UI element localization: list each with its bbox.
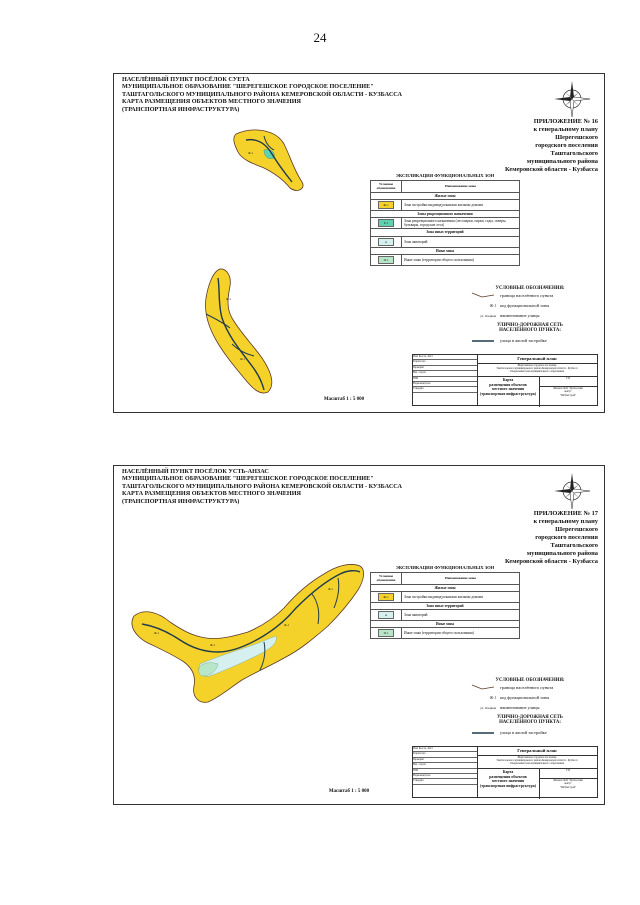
title-line: (ТРАНСПОРТНАЯ ИНФРАСТРУКТУРА) bbox=[122, 105, 240, 113]
stamp-row: Нормоконтроль bbox=[413, 382, 477, 387]
stamp-org-line: Филиал ООО "Кузбасский bbox=[553, 779, 583, 782]
symbol-row bbox=[470, 728, 590, 738]
stamp-row: ГИП bbox=[413, 769, 477, 774]
title-line: МУНИЦИПАЛЬНОЕ ОБРАЗОВАНИЕ "ШЕРЕГЕШСКОЕ ГОРОДСКОЕ ПОСЕЛЕНИЕ" bbox=[122, 475, 374, 483]
appendix-line: муниципального района bbox=[526, 550, 598, 557]
boundary-line-icon bbox=[470, 683, 496, 693]
appendix-line: Шерегешского bbox=[555, 134, 598, 141]
appendix-line: к генеральному плану bbox=[533, 518, 598, 525]
appendix-line: городского поселения bbox=[535, 534, 598, 541]
residential-zone bbox=[234, 130, 303, 191]
stamp-project-line: Таштагольского муниципального района Кемеровской области - Кузбасса bbox=[496, 367, 578, 371]
legend-swatch: И-1 bbox=[378, 256, 394, 264]
appendix-line: Кемеровской области - Кузбасса bbox=[504, 558, 598, 565]
legend-item: Зона акваторий bbox=[402, 610, 520, 621]
symbol-label: граница населённого пункта bbox=[500, 293, 554, 298]
residential-zone bbox=[132, 564, 364, 702]
symbol-row bbox=[470, 336, 590, 346]
svg-text:Ж-1: Ж-1 bbox=[240, 357, 246, 361]
stamp-map-line: местного значения bbox=[491, 387, 525, 392]
appendix-line: городского поселения bbox=[535, 142, 598, 149]
symbol-row bbox=[470, 683, 590, 693]
legend-item: Зона застройки индивидуальными жилыми домами bbox=[402, 199, 520, 210]
zone-code-key: Ж-1 bbox=[489, 304, 496, 308]
symbol-row bbox=[470, 311, 590, 321]
stamp-project bbox=[477, 755, 597, 769]
stamp-row: Изм. Кол.уч. Лист bbox=[413, 355, 477, 360]
stamp-row: Проверил bbox=[413, 758, 477, 763]
symbols-legend bbox=[470, 286, 590, 346]
zones-legend bbox=[370, 566, 520, 639]
legend-section: Жилые зоны bbox=[371, 584, 520, 591]
stamp-map-name bbox=[477, 376, 540, 407]
legend-item: Зона акваторий bbox=[402, 236, 520, 247]
map-sheet-ust-anzas bbox=[113, 465, 605, 805]
appendix-line: Таштагольского bbox=[550, 542, 598, 549]
legend-col-symbol: Условное обозначение bbox=[371, 573, 402, 584]
appendix-line: ПРИЛОЖЕНИЕ № 17 bbox=[533, 510, 598, 517]
legend-swatch: Р-1 bbox=[378, 219, 394, 227]
symbols-legend bbox=[470, 678, 590, 738]
svg-text:Ж-1: Ж-1 bbox=[328, 587, 334, 591]
legend-item: Зона рекреационного назначения (лесопарки, парки, сады, скверы, бульвары, городские леса) bbox=[402, 218, 520, 229]
street-network-title: УЛИЧНО-ДОРОЖНАЯ СЕТЬ bbox=[497, 323, 563, 328]
legend-table bbox=[370, 572, 520, 639]
symbol-row bbox=[470, 291, 590, 301]
street-name-key: ул. Озерная bbox=[480, 314, 496, 318]
stamp-map-line: местного значения bbox=[491, 779, 525, 784]
legend-col-name: Наименование зоны bbox=[402, 181, 520, 192]
symbol-row bbox=[470, 703, 590, 713]
stamp-map-line: Карта bbox=[502, 770, 514, 774]
appendix-line: ПРИЛОЖЕНИЕ № 16 bbox=[533, 118, 598, 125]
symbol-label: наименование улицы bbox=[500, 705, 540, 710]
svg-text:Ж-1: Ж-1 bbox=[154, 631, 160, 635]
symbol-label: код функциональной зоны bbox=[500, 303, 550, 308]
legend-section: Жилые зоны bbox=[371, 192, 520, 199]
symbol-label: улица в жилой застройке bbox=[500, 730, 547, 735]
appendix-line: Кемеровской области - Кузбасса bbox=[504, 166, 598, 173]
zone-code-key: Ж-1 bbox=[489, 696, 496, 700]
stamp-project-line: Генеральный план муниципального образования bbox=[510, 370, 564, 374]
symbol-row bbox=[470, 693, 590, 703]
appendix-line: Шерегешского bbox=[555, 526, 598, 533]
legend-section: Зоны рекреационного назначения bbox=[371, 210, 520, 217]
title-line: ТАШТАГОЛЬСКОГО МУНИЦИПАЛЬНОГО РАЙОНА КЕМЕРОВСКОЙ ОБЛАСТИ - КУЗБАССА bbox=[122, 90, 402, 98]
stamp-stage: ГП bbox=[539, 376, 597, 387]
stamp-row: Нормоконтроль bbox=[413, 774, 477, 779]
legend-item: Зона застройки индивидуальными жилыми домами bbox=[402, 591, 520, 602]
stamp-org-line: Филиал ООО "Кузбасский bbox=[553, 387, 583, 390]
title-line: (ТРАНСПОРТНАЯ ИНФРАСТРУКТУРА) bbox=[122, 497, 240, 505]
legend-col-name: Наименование зоны bbox=[402, 573, 520, 584]
stamp-org-line: "ИнТехСтрой" bbox=[559, 393, 577, 397]
stamp-project-line: Таштагольского муниципального района Кемеровской области - Кузбасса bbox=[496, 759, 578, 763]
symbols-title: УСЛОВНЫЕ ОБОЗНАЧЕНИЯ: bbox=[495, 678, 565, 683]
appendix-line: муниципального района bbox=[526, 158, 598, 165]
map-sheet-suetа bbox=[113, 73, 605, 413]
title-line: НАСЕЛЁННЫЙ ПУНКТ ПОСЁЛОК УСТЬ-АНЗАС bbox=[122, 468, 269, 475]
stamp-row: ГИП bbox=[413, 377, 477, 382]
stamp-row: Разработал bbox=[413, 752, 477, 757]
title-line: КАРТА РАЗМЕЩЕНИЯ ОБЪЕКТОВ МЕСТНОГО ЗНАЧЕНИЯ bbox=[122, 490, 301, 498]
stamp-map-line: (транспортная инфраструктура) bbox=[480, 783, 536, 788]
appendix-line: к генеральному плану bbox=[533, 126, 598, 133]
stamp-header: Генеральный план bbox=[477, 747, 597, 756]
legend-section: Иные зоны bbox=[371, 247, 520, 254]
stamp-row: Разработал bbox=[413, 360, 477, 365]
title-line: НАСЕЛЁННЫЙ ПУНКТ ПОСЁЛОК СУЕТА bbox=[122, 76, 250, 83]
stamp-map-line: размещения объектов bbox=[489, 774, 527, 779]
legend-swatch: Ж-1 bbox=[378, 201, 394, 209]
stamp-organization bbox=[539, 779, 597, 797]
stamp-row: Нач. отдела bbox=[413, 371, 477, 376]
legend-swatch: А bbox=[378, 611, 394, 619]
stamp-org-line: "ИнТехСтрой" bbox=[559, 785, 577, 789]
svg-text:Ж-1: Ж-1 bbox=[210, 643, 216, 647]
stamp-project bbox=[477, 363, 597, 377]
street-network-title: НАСЕЛЁННОГО ПУНКТА: bbox=[499, 720, 561, 725]
legend-section: Иные зоны bbox=[371, 621, 520, 628]
legend-section: Зона иных территорий bbox=[371, 602, 520, 609]
legend-title: ЭКСПЛИКАЦИЯ ФУНКЦИОНАЛЬНЫХ ЗОН bbox=[395, 565, 495, 570]
symbol-row bbox=[470, 301, 590, 311]
stamp-map-line: размещения объектов bbox=[489, 382, 527, 387]
appendix-line: Таштагольского bbox=[550, 150, 598, 157]
legend-swatch: И-1 bbox=[378, 629, 394, 637]
legend-section: Зона иных территорий bbox=[371, 229, 520, 236]
stamp-row: Изм. Кол.уч. Лист bbox=[413, 747, 477, 752]
street-line-icon bbox=[470, 336, 496, 346]
map-scale: Масштаб 1 : 5 000 bbox=[323, 397, 365, 402]
stamp-header: Генеральный план bbox=[477, 355, 597, 364]
symbol-label: наименование улицы bbox=[500, 313, 540, 318]
legend-item: Иные зоны (территории общего пользования) bbox=[402, 254, 520, 265]
stamp-map-line: Карта bbox=[502, 378, 514, 382]
stamp-org-line: центр" bbox=[564, 782, 572, 786]
title-stamp bbox=[412, 746, 598, 798]
title-stamp bbox=[412, 354, 598, 406]
legend-col-symbol: Условное обозначение bbox=[371, 181, 402, 192]
stamp-row: Проверил bbox=[413, 366, 477, 371]
title-line: МУНИЦИПАЛЬНОЕ ОБРАЗОВАНИЕ "ШЕРЕГЕШСКОЕ ГОРОДСКОЕ ПОСЕЛЕНИЕ" bbox=[122, 83, 374, 91]
legend-item: Иные зоны (территории общего пользования) bbox=[402, 628, 520, 639]
map-scale: Масштаб 1 : 5 000 bbox=[328, 789, 370, 794]
street-name-key: ул. Озерная bbox=[480, 706, 496, 710]
boundary-line-icon bbox=[470, 291, 496, 301]
stamp-map-name bbox=[477, 768, 540, 799]
stamp-project-line: Шерегешское городское поселение bbox=[517, 756, 557, 759]
legend-table bbox=[370, 180, 520, 266]
title-line: КАРТА РАЗМЕЩЕНИЯ ОБЪЕКТОВ МЕСТНОГО ЗНАЧЕНИЯ bbox=[122, 98, 301, 106]
stamp-organization bbox=[539, 387, 597, 405]
svg-text:Ж-1: Ж-1 bbox=[284, 623, 290, 627]
legend-swatch: А bbox=[378, 238, 394, 246]
stamp-signatures bbox=[413, 355, 478, 405]
svg-text:Ж-1: Ж-1 bbox=[248, 151, 254, 155]
symbol-label: граница населённого пункта bbox=[500, 685, 554, 690]
stamp-signatures bbox=[413, 747, 478, 797]
stamp-row: Утвердил bbox=[413, 779, 477, 784]
residential-zone bbox=[205, 269, 271, 393]
page-number: 24 bbox=[313, 30, 327, 45]
symbols-title: УСЛОВНЫЕ ОБОЗНАЧЕНИЯ: bbox=[495, 286, 565, 291]
svg-text:Ж-1: Ж-1 bbox=[226, 297, 232, 301]
stamp-stage: ГП bbox=[539, 768, 597, 779]
symbol-label: улица в жилой застройке bbox=[500, 338, 547, 343]
legend-swatch: Ж-1 bbox=[378, 593, 394, 601]
stamp-org-line: центр" bbox=[564, 390, 572, 394]
zones-legend bbox=[370, 174, 520, 266]
legend-title: ЭКСПЛИКАЦИЯ ФУНКЦИОНАЛЬНЫХ ЗОН bbox=[395, 173, 495, 178]
stamp-row: Нач. отдела bbox=[413, 763, 477, 768]
symbol-label: код функциональной зоны bbox=[500, 695, 550, 700]
stamp-map-line: (транспортная инфраструктура) bbox=[480, 391, 536, 396]
stamp-row: Утвердил bbox=[413, 387, 477, 392]
stamp-project-line: Генеральный план муниципального образования bbox=[510, 762, 564, 766]
title-line: ТАШТАГОЛЬСКОГО МУНИЦИПАЛЬНОГО РАЙОНА КЕМЕРОВСКОЙ ОБЛАСТИ - КУЗБАССА bbox=[122, 482, 402, 490]
street-line-icon bbox=[470, 728, 496, 738]
street-network-title: НАСЕЛЁННОГО ПУНКТА: bbox=[499, 328, 561, 333]
street-network-title: УЛИЧНО-ДОРОЖНАЯ СЕТЬ bbox=[497, 715, 563, 720]
stamp-project-line: Шерегешское городское поселение bbox=[517, 364, 557, 367]
